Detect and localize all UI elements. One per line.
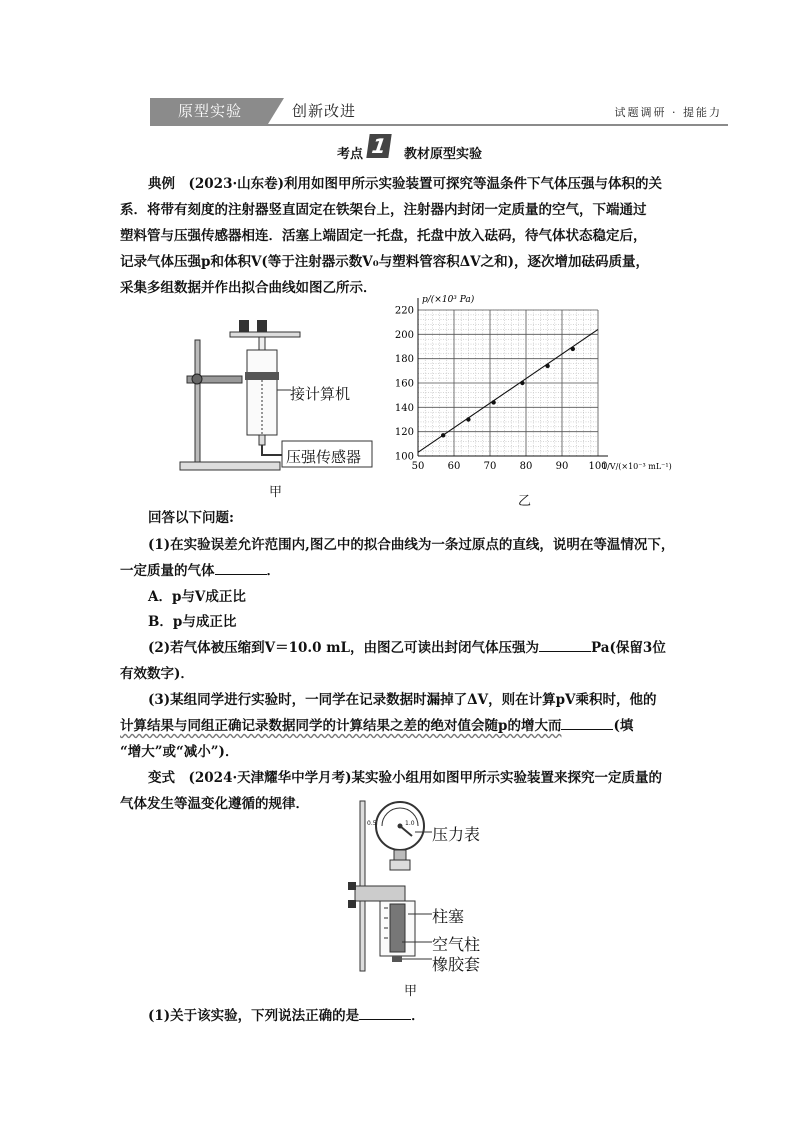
q3-answer-blank[interactable] [561,717,613,730]
q1-option-a: A．p与V成正比 [148,589,246,605]
q1-option-b: B．p与成正比 [148,614,237,630]
final-question [148,1004,425,1024]
gauge-label: 压力表 [432,825,481,844]
tag-right: 试题调研 · 提能力 [614,106,722,119]
q1-answer-blank[interactable] [215,562,267,575]
variant-line-2: 气体发生等温变化遵循的规律． [120,796,309,812]
banner-underline [150,124,728,126]
x-tick-label: 90 [555,461,569,472]
computer-label: 接计算机 [290,385,351,403]
rubber-sleeve-label: 橡胶套 [432,955,481,974]
q2-stem: (2)若气体被压缩到V＝10.0 mL，由图乙可读出封闭气体压强为 [148,640,539,656]
y-tick-label: 200 [394,329,414,341]
y-tick-label: 160 [394,378,414,390]
y-tick-label: 120 [394,427,414,439]
q3-stem: 计算结果与同组正确记录数据同学的计算结果之差的绝对值会随p的增大而 [120,718,562,734]
data-point [520,381,524,385]
q1-stem: 一定质量的气体 [120,563,215,579]
banner-dark-tail [268,98,284,124]
gauge-tick-low: 0.5 [367,820,377,827]
tag-innovation: 创新改进 [292,102,357,120]
kaodian-title: 教材原型实验 [404,147,483,162]
q1-line-1: (1)在实验误差允许范围内,图乙中的拟合曲线为一条过原点的直线，说明在等温情况下， [148,537,675,553]
q3-line-2 [120,714,633,734]
sensor-label: 压强传感器 [286,448,362,466]
example-line-4: 记录气体压强p和体积V(等于注射器示数V₀与塑料管容积ΔV之和)，逐次增加砝码质量， [120,254,650,270]
gauge-tick-high: 1.0 [405,820,415,827]
data-point [571,347,575,351]
x-tick-label: 50 [411,461,425,472]
x-tick-label: 100 [588,461,608,472]
variant-line-1: 变式 (2024·天津耀华中学月考)某实验小组用如图甲所示实验装置来探究一定质量的 [148,770,663,786]
final-question-end: ． [411,1008,425,1024]
y-tick-label: 220 [394,305,414,317]
kaodian-number: 1 [366,134,391,158]
data-point [491,400,495,404]
q1-line-2 [120,559,280,579]
y-tick-label: 100 [394,451,414,463]
q2-line-2: 有效数字)． [120,666,194,682]
y-tick-label: 140 [394,402,414,414]
q2-answer-blank[interactable] [539,639,591,652]
example-line-2: 系．将带有刻度的注射器竖直固定在铁架台上，注射器内封闭一定质量的空气，下端通过 [120,202,647,218]
y-tick-label: 180 [394,354,414,366]
gauge-apparatus-figure [340,796,440,976]
q2-tail: Pa(保留3位 [591,640,666,656]
data-point [441,433,445,437]
fig1-caption: 甲 [269,485,283,500]
x-tick-label: 60 [447,461,461,472]
example-line-3: 塑料管与压强传感器相连．活塞上端固定一托盘，托盘中放入砝码，待气体状态稳定后， [120,228,647,244]
x-tick-label: 80 [519,461,533,472]
example-line-1: 典例 (2023·山东卷)利用如图甲所示实验装置可探究等温条件下气体压强与体积的关 [148,176,663,192]
y-axis-label: p/(×10³ Pa) [422,295,475,305]
section-banner [150,98,728,126]
example-line-5: 采集多组数据并作出拟合曲线如图乙所示． [120,280,377,296]
fig3-caption: 甲 [404,984,418,999]
tag-prototype: 原型实验 [178,102,243,120]
chart-caption: 乙 [518,494,532,509]
pv-chart [380,290,680,500]
questions-intro: 回答以下问题: [148,510,234,526]
piston-label: 柱塞 [432,907,465,926]
q3-line-3: “增大”或“减小”)． [120,744,239,760]
q3-tail: (填 [613,718,634,734]
q3-line-1: (3)某组同学进行实验时，一同学在记录数据时漏掉了ΔV，则在计算pV乘积时，他的 [148,692,657,708]
final-answer-blank[interactable] [359,1007,411,1020]
q1-end: ． [266,563,280,579]
air-column-label: 空气柱 [432,935,481,954]
q2-line-1 [148,636,666,656]
data-point [545,364,549,368]
x-axis-label: 1/V/(×10⁻³ mL⁻¹) [602,462,672,471]
x-tick-label: 70 [483,461,497,472]
kaodian-label: 考点 [337,147,364,162]
data-point [466,417,470,421]
final-question-stem: (1)关于该实验，下列说法正确的是 [148,1008,360,1024]
